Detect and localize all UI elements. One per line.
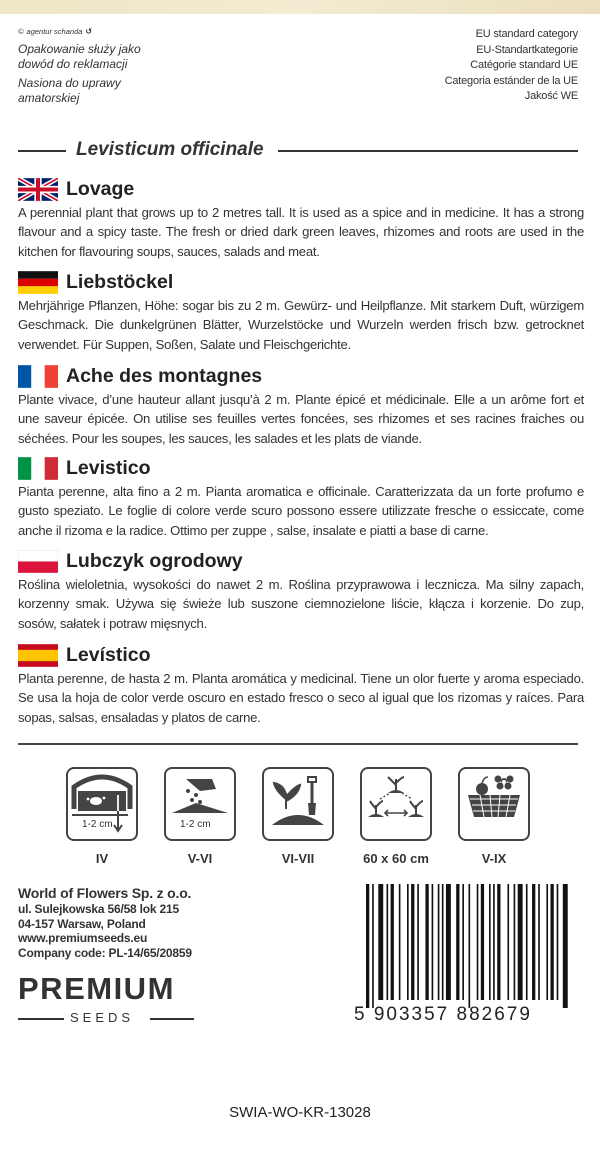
logo-sub: SEEDS	[70, 1010, 135, 1025]
top-band	[0, 0, 600, 14]
section-title: Levístico	[66, 643, 151, 666]
barcode-bar	[493, 884, 495, 1000]
complaint-note: Opakowanie służy jako dowód do reklamacji	[18, 42, 141, 71]
section-text: A perennial plant that grows up to 2 metres tall. It is used as a spice and in medicine. It has a strong flavour and a spicy taste. The fresh or dried dark green leaves, rhizomes and roots are used in the kitchen for flavouring soups, sauces, salads and meat.	[18, 205, 584, 259]
category-line: Categoria estánder de la UE	[444, 74, 578, 87]
company-name: World of Flowers Sp. z o.o.	[18, 885, 192, 901]
section-title: Lovage	[66, 177, 135, 200]
barcode-bar	[442, 884, 444, 1000]
agency-name: agentur schanda	[26, 27, 83, 36]
barcode-bar	[477, 884, 479, 1000]
barcode-bar	[481, 884, 484, 1000]
category-line: Catégorie standard UE	[470, 59, 578, 72]
divider	[150, 1018, 194, 1020]
section-italian	[18, 456, 584, 540]
barcode-bar	[372, 884, 374, 1008]
sowing-month-label: V-VI	[187, 851, 213, 866]
category-line: Jakość WE	[524, 90, 578, 103]
product-code: SWIA-WO-KR-13028	[229, 1104, 371, 1121]
barcode-bar	[557, 884, 559, 1000]
company-street: ul. Sulejkowska 56/58 lok 215	[18, 902, 179, 916]
divider	[18, 743, 578, 745]
barcode-bar	[366, 884, 369, 1008]
barcode-bar	[417, 884, 419, 1000]
section-text: Plante vivace, d’une hauteur allant jusqu’à 2 m. Plante épicé et médicinale. Elle a un arôme fort et une saveur épicée. On utilise ses feuilles vertes foncées, ses rhizomes et ses racines fraiches ou séchées. Pour les soupes, les sauces, les salades et les plats de viande.	[18, 392, 584, 446]
divider	[278, 150, 578, 152]
section-text: Pianta perenne, alta fino a 2 m. Pianta aromatica e officinale. Caratterizzata da un forte profumo e gusto speziato. Le foglie di colore verde scuro possono essere utilizzate fresche o essiccate, come anche il rizoma e la radice. Ottimo per zuppe , salse, insalate e piatti a base di carne.	[18, 484, 584, 538]
barcode-bar	[432, 884, 434, 1000]
section-title: Liebstöckel	[66, 270, 174, 293]
section-english	[18, 177, 584, 261]
agency-credit	[18, 27, 298, 36]
category-line: EU-Standartkategorie	[476, 43, 578, 56]
company-website: www.premiumseeds.eu	[18, 931, 148, 945]
barcode-bar	[399, 884, 401, 1000]
uk-flag-icon	[18, 178, 58, 201]
greenhouse-sowing-icon	[66, 767, 138, 841]
barcode-bar	[563, 884, 568, 1008]
company-code: Company code: PL-14/65/20859	[18, 945, 192, 960]
barcode-bar	[469, 884, 471, 1008]
barcode-bar	[391, 884, 394, 1000]
section-polish	[18, 549, 584, 633]
section-spanish	[18, 643, 584, 727]
barcode-bar	[387, 884, 389, 1000]
barcode-bar	[411, 884, 414, 1000]
category-line: EU standard category	[475, 28, 578, 40]
amateur-note: Nasiona do uprawy amatorskiej	[18, 76, 121, 105]
header-left	[18, 27, 298, 106]
barcode-bar	[407, 884, 409, 1000]
planting-month-label: VI-VII	[281, 851, 315, 866]
copyright-icon: ©	[18, 27, 24, 36]
poland-flag-icon	[18, 550, 58, 573]
italy-flag-icon	[18, 457, 58, 480]
company-info	[18, 884, 192, 960]
section-french	[18, 364, 584, 448]
barcode-bar	[456, 884, 459, 1000]
depth-label: 1-2 cm	[180, 819, 211, 830]
spacing-label: 60 x 60 cm	[363, 851, 429, 866]
barcode-bar	[425, 884, 428, 1000]
premium-seeds-logo	[18, 972, 194, 1028]
divider	[18, 150, 66, 152]
barcode-number: 5 903357 882679	[354, 1004, 532, 1025]
barcode-bar	[446, 884, 451, 1000]
section-german	[18, 270, 584, 354]
barcode-bar	[538, 884, 540, 1000]
section-title: Levistico	[66, 456, 151, 479]
france-flag-icon	[18, 365, 58, 388]
species-heading	[18, 138, 578, 164]
spacing-icon	[360, 767, 432, 841]
barcode-bar	[507, 884, 509, 1000]
spain-flag-icon	[18, 644, 58, 667]
harvest-basket-icon	[458, 767, 530, 841]
company-city: 04-157 Warsaw, Poland	[18, 916, 146, 931]
header-right	[318, 27, 578, 105]
divider	[18, 1018, 64, 1020]
section-text: Roślina wieloletnia, wysokości do nawet 2 m. Roślina przyprawowa i lecznicza. Ma silny zapach, korzenny smak. Używa się świeże lub suszone ciemnozielone liście, kłącza i korzenie. Do zup, sosów, sałatek i potraw mięsnych.	[18, 577, 584, 631]
barcode-bar	[489, 884, 491, 1000]
barcode-bar	[518, 884, 523, 1000]
germany-flag-icon	[18, 271, 58, 294]
barcode-bar	[551, 884, 554, 1000]
agency-logo-icon: ↺	[85, 27, 93, 36]
section-title: Lubczyk ogrodowy	[66, 549, 243, 572]
harvest-month-label: V-IX	[481, 851, 507, 866]
barcode-bar	[497, 884, 500, 1000]
barcode-bar	[378, 884, 383, 1000]
logo-main: PREMIUM	[18, 971, 175, 1006]
barcode-bar	[532, 884, 535, 1000]
barcode	[354, 884, 580, 1024]
barcode-bar	[438, 884, 440, 1000]
planting-out-icon	[262, 767, 334, 841]
outdoor-sowing-icon	[164, 767, 236, 841]
depth-label: 1-2 cm	[82, 819, 113, 830]
section-title: Ache des montagnes	[66, 364, 263, 387]
barcode-bars	[354, 884, 580, 1008]
barcode-bar	[462, 884, 464, 1000]
species-name: Levisticum officinale	[76, 139, 264, 160]
section-text: Planta perenne, de hasta 2 m. Planta aromática y medicinal. Tiene un olor fuerte y aroma especiado. Se usa la hoja de color verde oscuro en estado fresco o seco al igual que los rizomas y raíces. Para sopas, salsas, ensaladas y platos de carne.	[18, 671, 584, 725]
barcode-bar	[514, 884, 516, 1000]
barcode-bar	[546, 884, 548, 1000]
sowing-month-label: IV	[95, 851, 109, 866]
barcode-bar	[526, 884, 528, 1000]
section-text: Mehrjährige Pflanzen, Höhe: sogar bis zu 2 m. Gewürz- und Heilpflanze. Mit starkem Duft, würzigem Geschmack. Die dunkelgrünen Blätter, Wurzelstöcke und Wurzeln werden frisch bzw. getrocknet verwendet. Für Suppen, Soßen, Salate und Fleischgerichte.	[18, 298, 584, 352]
